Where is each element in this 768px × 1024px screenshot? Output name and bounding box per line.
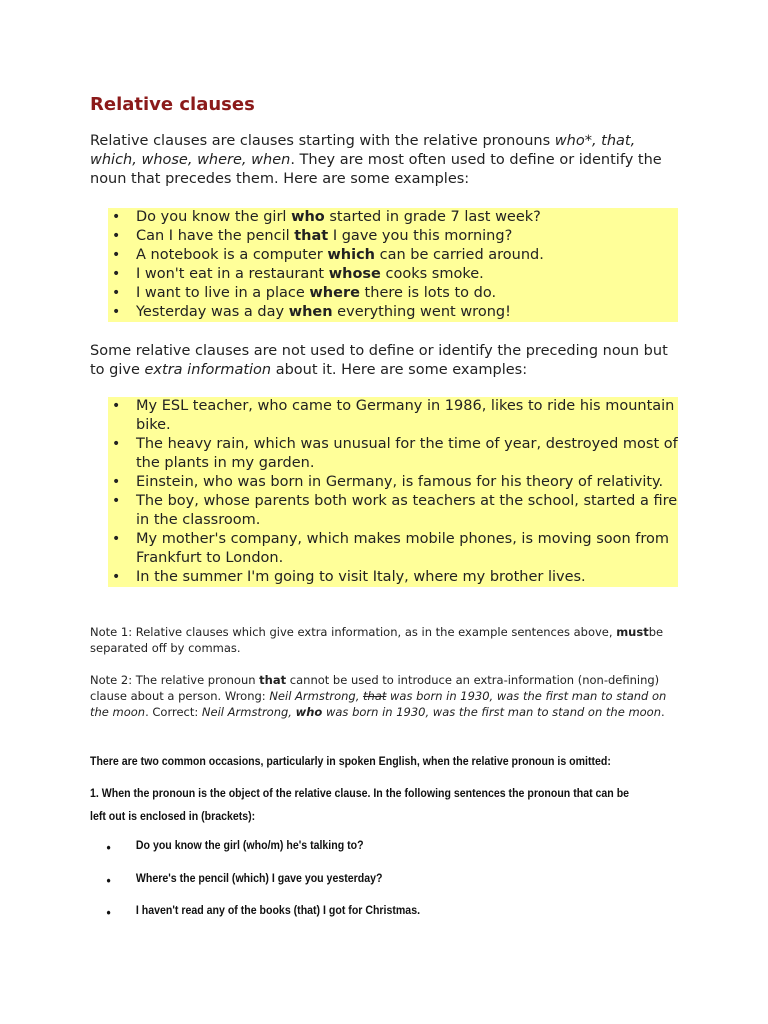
- note2-italic: was born in 1930, was the first man to stand on the moon: [90, 689, 667, 719]
- note2-strikethrough: that: [363, 689, 387, 703]
- note2-bold-italic: who: [295, 705, 323, 719]
- list-item: • The boy, whose parents both work as teachers at the school, started a fire in the classroom.: [108, 492, 678, 530]
- bullet-icon: •: [106, 873, 111, 888]
- extra-info-examples-list: [108, 397, 678, 587]
- extra-info-paragraph: [90, 342, 680, 380]
- defining-examples-list: [108, 208, 678, 322]
- example-pronoun: who: [291, 209, 325, 225]
- example-text: can be carried around.: [374, 247, 544, 263]
- extra-intro-italic: extra information: [144, 362, 272, 378]
- list-item: • My mother's company, which makes mobile phones, is moving soon from Frankfurt to London.: [108, 530, 678, 568]
- note2-text: .: [661, 705, 665, 719]
- omission-example: I haven't read any of the books (that) I got for Christmas.: [135, 905, 421, 917]
- note2-italic: Neil Armstrong,: [201, 705, 296, 719]
- note-2: [90, 672, 680, 720]
- intro-text-1: Relative clauses are clauses starting with the relative pronouns: [90, 133, 555, 149]
- example-text: I won't eat in a restaurant: [136, 266, 329, 282]
- list-item: [106, 840, 364, 855]
- omission-example: Do you know the girl (who/m) he's talking to?: [135, 840, 364, 852]
- intro-pronouns: who*, that, which, whose, where, when: [90, 133, 636, 168]
- example-text: there is lots to do.: [359, 285, 497, 301]
- note1-text-2: be separated off by commas.: [90, 625, 664, 655]
- list-item: [106, 873, 383, 888]
- list-item: [106, 905, 421, 920]
- intro-paragraph: [90, 132, 680, 189]
- example-text: Can I have the pencil: [136, 228, 295, 244]
- example-pronoun: whose: [328, 266, 381, 282]
- page-title: Relative clauses: [90, 94, 255, 115]
- list-item: [108, 265, 678, 284]
- omission-example: Where's the pencil (which) I gave you yesterday?: [135, 873, 383, 885]
- omission-point-1: 1. When the pronoun is the object of the relative clause. In the following sentences the pronoun that can be left out is enclosed in (brackets):: [90, 788, 630, 823]
- omission-intro: There are two common occasions, particularly in spoken English, when the relative pronoun is omitted:: [90, 756, 611, 768]
- extra-intro-text-2: about it. Here are some examples:: [271, 362, 528, 378]
- list-item: • The heavy rain, which was unusual for the time of year, destroyed most of the plants in my garden.: [108, 435, 678, 473]
- note2-text: . Correct:: [145, 705, 202, 719]
- example-pronoun: that: [294, 228, 329, 244]
- note2-text: Note 2: The relative pronoun: [90, 673, 260, 687]
- bullet-icon: •: [106, 840, 111, 855]
- extra-intro-text-1: Some relative clauses are not used to define or identify the preceding noun but to give: [90, 343, 668, 378]
- example-text: I gave you this morning?: [328, 228, 513, 244]
- note2-italic: Neil Armstrong,: [269, 689, 364, 703]
- example-text: everything went wrong!: [332, 304, 511, 320]
- example-text: Do you know the girl: [136, 209, 292, 225]
- list-item: [108, 246, 678, 265]
- intro-text-2: . They are most often used to define or identify the noun that precedes them. Here are some examples:: [90, 152, 662, 187]
- list-item: • My ESL teacher, who came to Germany in 1986, likes to ride his mountain bike.: [108, 397, 678, 435]
- example-text: Yesterday was a day: [136, 304, 289, 320]
- example-text: A notebook is a computer: [136, 247, 328, 263]
- example-pronoun: where: [309, 285, 360, 301]
- bullet-icon: •: [106, 905, 111, 920]
- list-item: • Einstein, who was born in Germany, is famous for his theory of relativity.: [108, 473, 678, 492]
- note2-bold: that: [259, 673, 287, 687]
- note1-text-1: Note 1: Relative clauses which give extra information, as in the example sentences above,: [90, 625, 617, 639]
- note-1: [90, 624, 680, 656]
- example-text: cooks smoke.: [380, 266, 484, 282]
- example-pronoun: when: [288, 304, 333, 320]
- note2-text: cannot be used to introduce an extra-information (non-defining) clause about a person. Wrong:: [90, 673, 660, 703]
- example-text: started in grade 7 last week?: [324, 209, 541, 225]
- list-item: [108, 303, 678, 322]
- example-pronoun: which: [327, 247, 375, 263]
- list-item: [108, 227, 678, 246]
- list-item: [108, 284, 678, 303]
- note2-italic: was born in 1930, was the first man to stand on the moon: [322, 705, 662, 719]
- example-text: I want to live in a place: [136, 285, 310, 301]
- note1-bold: must: [616, 625, 649, 639]
- list-item: • In the summer I'm going to visit Italy, where my brother lives.: [108, 568, 678, 587]
- list-item: [108, 208, 678, 227]
